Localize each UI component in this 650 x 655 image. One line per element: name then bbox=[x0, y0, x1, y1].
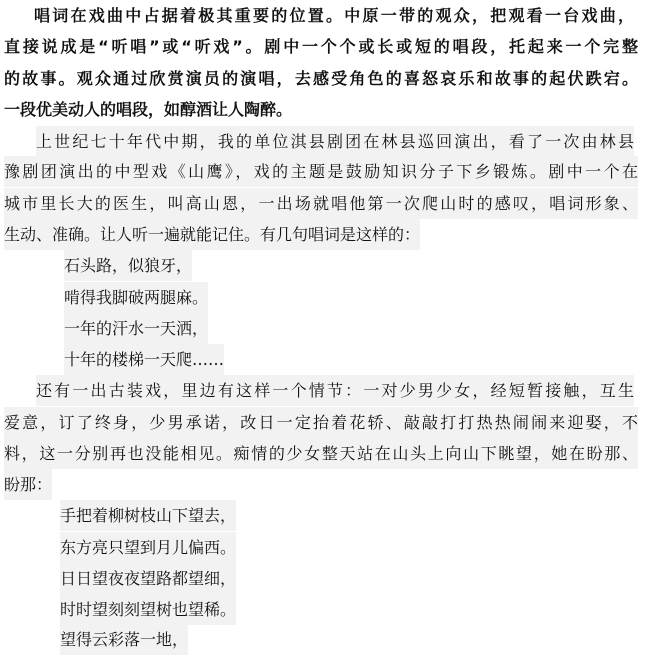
paragraph-2-line-2: 豫剧团演出的中型戏《山鹰》，戏的主题是鼓励知识分子下乡锻炼。剧中一个在 bbox=[4, 156, 638, 187]
verse-2-line-5: 望得云彩落一地， bbox=[60, 624, 188, 655]
verse-2-line-3: 日日望夜夜望路都望细， bbox=[60, 563, 236, 594]
verse-2-line-1: 手把着柳树枝山下望去， bbox=[60, 500, 236, 531]
verse-1-line-2: 啃得我脚破两腿麻。 bbox=[64, 282, 208, 313]
verse-2-line-2: 东方亮只望到月儿偏西。 bbox=[60, 532, 236, 563]
paragraph-3-line-1: 还有一出古装戏，里边有这样一个情节：一对少男少女，经短暂接触，互生 bbox=[36, 375, 634, 406]
paragraph-2-line-4: 生动、准确。让人听一遍就能记住。有几句唱词是这样的： bbox=[4, 219, 420, 250]
paragraph-2-line-1: 上世纪七十年代中期，我的单位淇县剧团在林县巡回演出，看了一次由林县 bbox=[36, 126, 634, 157]
verse-1-line-3: 一年的汗水一天洒， bbox=[64, 313, 208, 344]
verse-2-line-4: 时时望刻刻望树也望稀。 bbox=[60, 594, 236, 625]
paragraph-1-line-4: 一段优美动人的唱段，如醇酒让人陶醉。 bbox=[4, 100, 293, 119]
paragraph-3-line-2: 爱意，订了终身，少男承诺，改日一定抬着花轿、敲敲打打热热闹闹来迎娶，不 bbox=[4, 407, 638, 438]
paragraph-1-line-2: 直接说成是“听唱”或“听戏”。剧中一个个或长或短的唱段，托起来一个完整 bbox=[4, 37, 638, 56]
verse-1-line-1: 石头路，似狼牙， bbox=[64, 250, 192, 281]
verse-1-line-4: 十年的楼梯一天爬…… bbox=[64, 344, 224, 375]
paragraph-3-line-4: 盼那： bbox=[4, 469, 52, 500]
paragraph-3-line-3: 料，这一分别再也没能相见。痴情的少女整天站在山头上向山下眺望，她在盼那、 bbox=[4, 438, 638, 469]
paragraph-1-line-1: 唱词在戏曲中占据着极其重要的位置。中原一带的观众，把观看一台戏曲， bbox=[34, 6, 634, 25]
paragraph-2-line-3: 城市里长大的医生，叫高山恩，一出场就唱他第一次爬山时的感叹，唱词形象、 bbox=[4, 188, 638, 219]
paragraph-1-line-3: 的故事。观众通过欣赏演员的演唱，去感受角色的喜怒哀乐和故事的起伏跌宕。 bbox=[4, 69, 638, 88]
